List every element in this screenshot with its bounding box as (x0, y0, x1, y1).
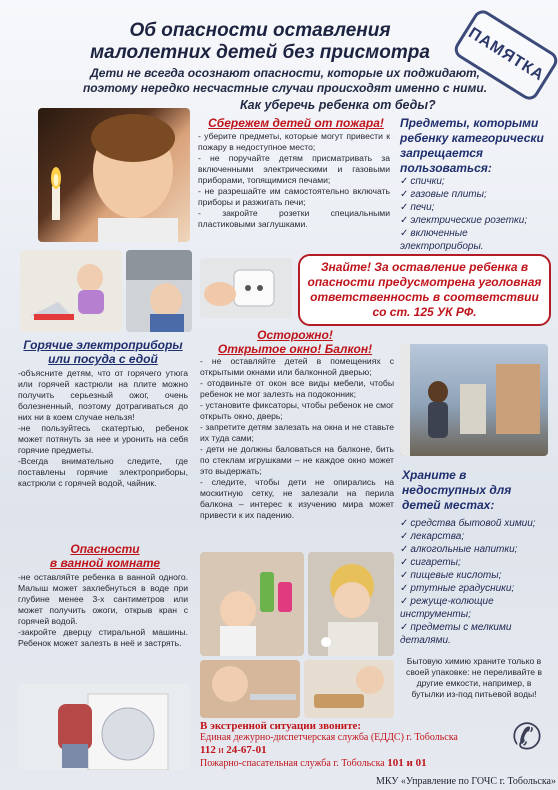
window-heading (198, 328, 392, 356)
pills-icon (308, 552, 394, 656)
criminal-liability-warning: Знайте! За оставление ребенка в опасности предусмотрена уголовная ответственность в соответствии со ст. 125 УК РФ. (298, 254, 551, 326)
photo-socket-plug (200, 258, 292, 318)
list-item: ✓ спички; (400, 175, 552, 188)
photo-child-kitchen (304, 660, 394, 718)
title-line-1: Об опасности оставления (129, 20, 391, 41)
page-title (40, 20, 480, 64)
list-item: ✓ газовые плиты; (400, 188, 552, 201)
connector-text: и (215, 745, 227, 756)
fire-text: - уберите предметы, которые могут привести к пожару в недоступное место; - не поручайте детям присматривать за включенными электрическими и газовыми приборами, топящимися печами; - не разрешайте им самостоятельно включать приборы и разжигать печи; - закройте розетки специальными пластиковыми заглушками. (198, 131, 390, 229)
list-item: ✓ лекарства; (400, 530, 552, 543)
bath-heading (40, 542, 170, 570)
emergency-heading: В экстренной ситуации звоните: (200, 720, 362, 732)
list-item: ✓ сигареты; (400, 556, 552, 569)
emergency-line-fire (200, 757, 525, 770)
photo-child-window (400, 344, 548, 456)
list-item: ✓ предметы с мелкими деталями. (400, 621, 552, 647)
title-line-2: малолетних детей без присмотра (90, 42, 430, 63)
phone-number-112[interactable]: 112 (200, 744, 216, 756)
phone-number-fire[interactable]: 101 и 01 (387, 757, 427, 769)
list-item: ✓ электрические розетки; (400, 214, 552, 227)
hot-heading-line-1: Горячие электроприборы (23, 338, 183, 352)
emergency-line-numbers (200, 744, 525, 757)
iron-scene-icon (20, 250, 122, 332)
list-item: ✓ печи; (400, 201, 552, 214)
hot-heading-line-2: или посуда с едой (48, 352, 158, 366)
photo-child-pills (308, 552, 394, 656)
stove-scene-icon (126, 250, 192, 332)
bath-heading-line-1: Опасности (70, 542, 140, 556)
list-item: ✓ алкогольные напитки; (400, 543, 552, 556)
window-scene-icon (400, 344, 548, 456)
subtitle-line-1: Дети не всегда осознают опасности, которые их поджидают, (90, 66, 480, 80)
photo-child-stove (126, 250, 192, 332)
list-item: ✓ средства бытовой химии; (400, 517, 552, 530)
list-item: ✓ режуще-колющие инструменты; (400, 595, 552, 621)
photo-child-knife (200, 660, 300, 718)
washing-machine-icon (18, 684, 190, 770)
list-item: ✓ пищевые кислоты; (400, 569, 552, 582)
subtitle (30, 66, 540, 96)
photo-child-candle (38, 108, 190, 242)
hot-heading (12, 338, 194, 366)
knife-icon (200, 660, 300, 718)
phone-icon: ✆ (511, 716, 543, 757)
photo-child-iron (20, 250, 122, 332)
kitchen-icon (304, 660, 394, 718)
window-heading-line-1: Осторожно! (257, 328, 333, 342)
window-text: - не оставляйте детей в помещениях с открытыми окнами или балконной дверью; - отодвиньте от окон все виды мебели, чтобы ребенок не мог залезть на подоконник; - установите фиксаторы, чтобы ребенок не смог открыть окно, дверь; - запретите детям залезать на окна и не ставьте их туда сами; - дети не должны баловаться на балконе, бить по стеклам игрушками – не каждое окно может это выдержать; - следите, чтобы дети не опирались на москитную сетку, не залезали на перила балкона – интерес к изучению мира может привести к их падению. (200, 356, 394, 520)
forbidden-list (400, 175, 552, 253)
fire-heading: Сбережем детей от пожара! (208, 116, 384, 130)
phone-number-edds[interactable]: 24-67-01 (226, 744, 267, 756)
store-heading: Храните в недоступных для детей местах: (402, 468, 512, 512)
fire-service-label: Пожарно-спасательная служба г. Тобольска (200, 758, 388, 769)
hot-text: -объясните детям, что от горячего утюга или горячей кастрюли на плите можно получить серьезный ожог, очень болезненный, поэтому дотрагиваться до них ни в коем случае нельзя! -не пользуйтесь скатертью, ребенок может потянуть за нее и уронить на себя горячие предметы. -Всегда внимательно следите, где поставлены горячие электроприборы, кастрюли с горячей водой, чайник. (18, 368, 188, 488)
emergency-line-edds: Единая дежурно-диспетчерская служба (ЕДДС) г. Тобольска (200, 732, 458, 743)
subtitle-line-2: поэтому нередко несчастные случаи происходят именно с ними. (82, 81, 488, 95)
store-list (400, 517, 552, 647)
stamp-label: ПАМЯТКА (465, 24, 548, 85)
socket-icon (200, 258, 292, 318)
emergency-contacts (200, 720, 525, 770)
forbidden-heading: Предметы, которыми ребенку категорически запрещается пользоваться: (400, 116, 544, 175)
bath-text: -не оставляйте ребенка в ванной одного. Малыш может захлебнуться в воде при глубине менее 3-х сантиметров или может получить ожоги, открыв кран с горячей водой. -закройте дверцу стиральной машины. Ребенок может залезть в неё и застрять. (18, 572, 188, 648)
chemicals-icon (200, 552, 304, 656)
photo-child-chemicals (200, 552, 304, 656)
list-item: ✓ ртутные градусники; (400, 582, 552, 595)
candle-scene-icon (38, 108, 190, 242)
photo-child-washing-machine (18, 684, 190, 770)
question-heading: Как уберечь ребенка от беды? (240, 98, 436, 112)
list-item: ✓ включенные электроприборы. (400, 227, 552, 253)
footer-organization: МКУ «Управление по ГОЧС г. Тобольска» (375, 776, 556, 787)
window-heading-line-2: Открытое окно! Балкон! (217, 342, 373, 356)
bath-heading-line-2: в ванной комнате (49, 556, 161, 570)
chemicals-note: Бытовую химию храните только в своей упаковке: не переливайте в другие емкости, например, в бутылки из-под питьевой воды! (406, 656, 542, 699)
